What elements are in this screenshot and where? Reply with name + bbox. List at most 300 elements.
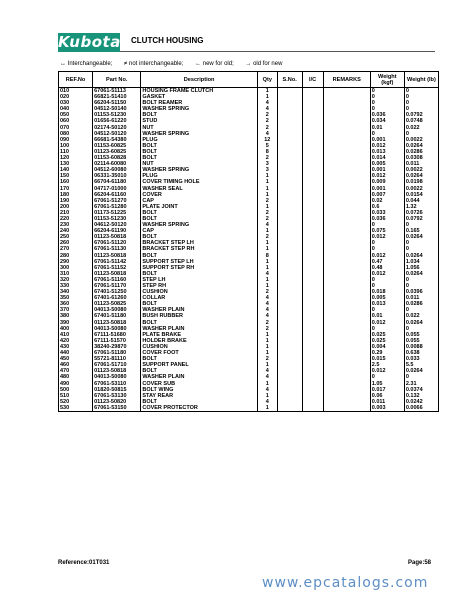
cell-weight-lb: 0.0066: [404, 405, 438, 412]
cell-weight-kgf: 0.025: [370, 338, 404, 344]
cell-description: BOLT: [141, 155, 257, 161]
cell-weight-lb: 1.034: [404, 259, 438, 265]
cell-part-no: 67061-51710: [93, 362, 141, 368]
cell-ref-no: 220: [59, 216, 93, 222]
cell-ref-no: 090: [59, 137, 93, 143]
cell-qty: 2: [257, 210, 277, 216]
cell-ref-no: 020: [59, 94, 93, 100]
cell-weight-lb: 0: [404, 100, 438, 106]
cell-qty: 2: [257, 289, 277, 295]
col-header-remarks: REMARKS: [323, 72, 370, 88]
cell-weight-lb: 0.0374: [404, 387, 438, 393]
cell-qty: 4: [257, 374, 277, 380]
cell-ref-no: 440: [59, 350, 93, 356]
cell-ref-no: 010: [59, 88, 93, 95]
cell-ref-no: 150: [59, 173, 93, 179]
cell-serial-no: [277, 405, 302, 412]
col-header-weight-kgf: Weight (kgf): [370, 72, 404, 88]
col-header-weight-lb: Weight (lb): [404, 72, 438, 88]
cell-qty: 12: [257, 137, 277, 143]
cell-qty: 1: [257, 381, 277, 387]
cell-part-no: 67061-53150: [93, 405, 141, 412]
cell-ref-no: 140: [59, 167, 93, 173]
cell-weight-lb: 0.0264: [404, 253, 438, 259]
cell-weight-kgf: 0: [370, 246, 404, 252]
table-header-row: [59, 72, 439, 88]
cell-qty: 1: [257, 277, 277, 283]
cell-weight-lb: 0.0022: [404, 186, 438, 192]
cell-description: WASHER SPRING: [141, 131, 257, 137]
cell-qty: 1: [257, 344, 277, 350]
cell-weight-lb: 1.056: [404, 265, 438, 271]
col-header-ic: I/C: [302, 72, 323, 88]
cell-part-no: 01153-51230: [93, 216, 141, 222]
cell-qty: 1: [257, 186, 277, 192]
cell-description: WASHER SPRING: [141, 222, 257, 228]
legend-new-for-old: ← new for old;: [195, 61, 234, 67]
cell-qty: 1: [257, 393, 277, 399]
cell-ref-no: 110: [59, 149, 93, 155]
cell-weight-lb: 0: [404, 277, 438, 283]
cell-qty: 2: [257, 326, 277, 332]
page-header: [58, 33, 438, 55]
cell-qty: 1: [257, 204, 277, 210]
cell-weight-lb: 1.32: [404, 204, 438, 210]
cell-weight-kgf: 0.012: [370, 234, 404, 240]
cell-description: PLUG: [141, 137, 257, 143]
cell-qty: 4: [257, 295, 277, 301]
cell-description: NUT: [141, 125, 257, 131]
cell-description: WASHER PLAIN: [141, 374, 257, 380]
cell-description: WASHER PLAIN: [141, 326, 257, 332]
cell-weight-kgf: 0.02: [370, 198, 404, 204]
cell-ref-no: 450: [59, 356, 93, 362]
cell-part-no: 67061-51280: [93, 204, 141, 210]
cell-weight-lb: 0.0264: [404, 143, 438, 149]
cell-ref-no: 050: [59, 112, 93, 118]
cell-qty: 1: [257, 332, 277, 338]
cell-qty: 3: [257, 161, 277, 167]
cell-weight-lb: 0.0792: [404, 112, 438, 118]
cell-qty: 1: [257, 338, 277, 344]
cell-weight-lb: 0: [404, 326, 438, 332]
cell-part-no: 01153-51230: [93, 112, 141, 118]
cell-weight-kgf: 0.011: [370, 399, 404, 405]
cell-weight-kgf: 0.01: [370, 313, 404, 319]
cell-ref-no: 310: [59, 271, 93, 277]
cell-description: WASHER SEAL: [141, 186, 257, 192]
cell-weight-kgf: 1.05: [370, 381, 404, 387]
cell-qty: 1: [257, 259, 277, 265]
cell-part-no: 67061-51152: [93, 265, 141, 271]
cell-weight-lb: 0.132: [404, 393, 438, 399]
cell-description: HOLDER BRAKE: [141, 338, 257, 344]
cell-weight-lb: 0.055: [404, 338, 438, 344]
cell-weight-lb: 0.0264: [404, 234, 438, 240]
cell-weight-lb: 5.5: [404, 362, 438, 368]
cell-ref-no: 120: [59, 155, 93, 161]
cell-weight-lb: 0.0154: [404, 192, 438, 198]
interchangeability-legend: [60, 61, 440, 67]
cell-description: CUSHION: [141, 344, 257, 350]
cell-weight-lb: 0.011: [404, 295, 438, 301]
cell-weight-kgf: 0: [370, 222, 404, 228]
cell-part-no: 38240-29870: [93, 344, 141, 350]
cell-ref-no: 370: [59, 307, 93, 313]
cell-part-no: 01153-60825: [93, 143, 141, 149]
cell-weight-kgf: 0.009: [370, 179, 404, 185]
cell-ref-no: 230: [59, 222, 93, 228]
cell-weight-kgf: 0.29: [370, 350, 404, 356]
cell-ref-no: 030: [59, 100, 93, 106]
cell-weight-lb: 0.0286: [404, 301, 438, 307]
cell-weight-kgf: 0.012: [370, 253, 404, 259]
cell-description: SUPPORT STEP RH: [141, 265, 257, 271]
cell-qty: 2: [257, 320, 277, 326]
cell-part-no: 01153-60828: [93, 155, 141, 161]
cell-part-no: 67061-51120: [93, 240, 141, 246]
cell-part-no: 01123-50818: [93, 253, 141, 259]
cell-weight-kgf: 0.005: [370, 295, 404, 301]
cell-weight-lb: 0.0022: [404, 167, 438, 173]
cell-qty: 8: [257, 149, 277, 155]
cell-weight-lb: 0.0286: [404, 149, 438, 155]
cell-weight-lb: 0.0242: [404, 399, 438, 405]
cell-weight-lb: 0.0088: [404, 344, 438, 350]
cell-ref-no: 350: [59, 295, 93, 301]
cell-qty: 4: [257, 387, 277, 393]
cell-ref-no: 280: [59, 253, 93, 259]
cell-description: CAP: [141, 228, 257, 234]
cell-description: BOLT: [141, 368, 257, 374]
cell-qty: 4: [257, 106, 277, 112]
cell-qty: 2: [257, 234, 277, 240]
cell-part-no: 67111-51680: [93, 332, 141, 338]
cell-weight-kgf: 0: [370, 100, 404, 106]
cell-weight-kgf: 0.005: [370, 161, 404, 167]
cell-weight-kgf: 0.012: [370, 271, 404, 277]
cell-description: COVER PROTECTOR: [141, 405, 257, 412]
cell-part-no: 04013-50080: [93, 374, 141, 380]
cell-weight-lb: 0: [404, 222, 438, 228]
cell-weight-kgf: 0.017: [370, 387, 404, 393]
cell-qty: 4: [257, 222, 277, 228]
cell-ic: [302, 88, 323, 95]
cell-weight-lb: 0.0198: [404, 179, 438, 185]
cell-part-no: 01123-50818: [93, 271, 141, 277]
kubota-logo: Kubota: [58, 33, 121, 51]
cell-weight-kgf: 0.47: [370, 259, 404, 265]
cell-ref-no: 400: [59, 326, 93, 332]
cell-serial-no: [277, 88, 302, 95]
cell-part-no: 66821-51410: [93, 94, 141, 100]
cell-qty: 1: [257, 94, 277, 100]
cell-qty: 4: [257, 313, 277, 319]
cell-qty: 1: [257, 240, 277, 246]
cell-qty: 1: [257, 246, 277, 252]
cell-ref-no: 250: [59, 234, 93, 240]
legend-not-interchangeable: ≠ not interchangeable;: [124, 61, 184, 67]
cell-description: COVER FOOT: [141, 350, 257, 356]
cell-weight-kgf: 0: [370, 374, 404, 380]
cell-weight-kgf: 0.015: [370, 356, 404, 362]
cell-part-no: 67401-51250: [93, 289, 141, 295]
cell-weight-lb: 0.0022: [404, 137, 438, 143]
cell-part-no: 02174-50120: [93, 125, 141, 131]
cell-weight-kgf: 0.025: [370, 332, 404, 338]
cell-ref-no: 340: [59, 289, 93, 295]
cell-weight-lb: 0.638: [404, 350, 438, 356]
cell-part-no: 02114-60080: [93, 161, 141, 167]
cell-description: WASHER PLAIN: [141, 307, 257, 313]
cell-weight-kgf: 0.48: [370, 265, 404, 271]
cell-weight-lb: 0: [404, 240, 438, 246]
cell-ref-no: 470: [59, 368, 93, 374]
cell-weight-kgf: 2.5: [370, 362, 404, 368]
cell-part-no: 67061-51270: [93, 198, 141, 204]
cell-weight-lb: 0: [404, 374, 438, 380]
cell-part-no: 04612-50120: [93, 222, 141, 228]
cell-weight-kgf: 0.018: [370, 289, 404, 295]
cell-part-no: 01123-50825: [93, 301, 141, 307]
cell-weight-lb: 0: [404, 283, 438, 289]
cell-weight-lb: 0.0748: [404, 118, 438, 124]
cell-ref-no: 430: [59, 344, 93, 350]
col-header-qty: Qty: [257, 72, 277, 88]
parts-table-body: [59, 88, 439, 412]
cell-ref-no: 320: [59, 277, 93, 283]
cell-part-no: 67061-51142: [93, 259, 141, 265]
cell-description: CAP: [141, 198, 257, 204]
cell-qty: 4: [257, 307, 277, 313]
cell-part-no: 66681-54380: [93, 137, 141, 143]
cell-part-no: 67401-61260: [93, 295, 141, 301]
cell-ref-no: 490: [59, 381, 93, 387]
cell-description: STEP RH: [141, 283, 257, 289]
cell-ref-no: 530: [59, 405, 93, 412]
cell-weight-kgf: 0.004: [370, 344, 404, 350]
cell-weight-kgf: 0.001: [370, 186, 404, 192]
cell-weight-kgf: 0: [370, 283, 404, 289]
cell-ref-no: 200: [59, 204, 93, 210]
cell-description: BUSH RUBBER: [141, 313, 257, 319]
cell-description: SUPPORT STEP LH: [141, 259, 257, 265]
cell-weight-lb: 0.011: [404, 161, 438, 167]
cell-weight-kgf: 0.036: [370, 216, 404, 222]
cell-qty: 2: [257, 198, 277, 204]
cell-weight-kgf: 0.01: [370, 125, 404, 131]
cell-part-no: 04512-50140: [93, 106, 141, 112]
cell-qty: 4: [257, 399, 277, 405]
cell-description: BOLT WING: [141, 387, 257, 393]
cell-description: SUPPORT PANEL: [141, 362, 257, 368]
cell-weight-kgf: 0.013: [370, 301, 404, 307]
cell-weight-kgf: 0.6: [370, 204, 404, 210]
cell-ref-no: 380: [59, 313, 93, 319]
cell-ref-no: 520: [59, 399, 93, 405]
cell-weight-lb: 0.022: [404, 313, 438, 319]
cell-weight-kgf: 0.007: [370, 192, 404, 198]
cell-qty: 2: [257, 356, 277, 362]
table-row: [59, 405, 439, 412]
cell-description: PLUG: [141, 173, 257, 179]
cell-qty: 5: [257, 143, 277, 149]
cell-description: BOLT: [141, 356, 257, 362]
cell-part-no: 04013-50080: [93, 326, 141, 332]
cell-weight-lb: 2.31: [404, 381, 438, 387]
cell-part-no: 04512-60080: [93, 167, 141, 173]
cell-qty: 1: [257, 405, 277, 412]
cell-weight-lb: 0.0264: [404, 320, 438, 326]
col-header-serial-no: S.No.: [277, 72, 302, 88]
cell-qty: 1: [257, 192, 277, 198]
cell-description: BRACKET STEP RH: [141, 246, 257, 252]
cell-weight-lb: 0.0726: [404, 210, 438, 216]
cell-qty: 4: [257, 271, 277, 277]
cell-qty: 1: [257, 283, 277, 289]
cell-part-no: 06331-35010: [93, 173, 141, 179]
cell-ref-no: 300: [59, 265, 93, 271]
cell-ref-no: 190: [59, 198, 93, 204]
cell-part-no: 67111-51570: [93, 338, 141, 344]
cell-part-no: 67061-53110: [93, 381, 141, 387]
cell-ref-no: 080: [59, 131, 93, 137]
cell-ref-no: 500: [59, 387, 93, 393]
cell-part-no: 66204-51150: [93, 100, 141, 106]
cell-weight-lb: 0.055: [404, 332, 438, 338]
cell-ref-no: 480: [59, 374, 93, 380]
cell-description: STAY REAR: [141, 393, 257, 399]
cell-description: PLATE BRAKE: [141, 332, 257, 338]
cell-description: COVER SUB: [141, 381, 257, 387]
cell-part-no: 01123-60825: [93, 149, 141, 155]
cell-part-no: 66204-61190: [93, 228, 141, 234]
cell-ref-no: 290: [59, 259, 93, 265]
cell-qty: 2: [257, 216, 277, 222]
cell-qty: 1: [257, 179, 277, 185]
cell-weight-lb: 0.0264: [404, 271, 438, 277]
cell-description: BOLT: [141, 301, 257, 307]
footer-reference: Reference:01T031: [58, 560, 110, 566]
cell-description: WASHER SPRING: [141, 167, 257, 173]
cell-weight-lb: 0.0308: [404, 155, 438, 161]
cell-part-no: 01173-51225: [93, 210, 141, 216]
cell-weight-kgf: 0.012: [370, 368, 404, 374]
cell-description: BRACKET STEP LH: [141, 240, 257, 246]
cell-weight-kgf: 0.034: [370, 118, 404, 124]
cell-qty: 2: [257, 155, 277, 161]
cell-part-no: 04512-50120: [93, 131, 141, 137]
cell-description: COVER: [141, 192, 257, 198]
cell-qty: 4: [257, 100, 277, 106]
cell-part-no: 66704-61180: [93, 179, 141, 185]
col-header-ref-no: REF.No: [59, 72, 93, 88]
cell-weight-lb: 0: [404, 246, 438, 252]
watermark-url: www.epcatalogs.com: [262, 575, 429, 591]
cell-ref-no: 060: [59, 118, 93, 124]
cell-qty: 3: [257, 167, 277, 173]
cell-part-no: 04013-50080: [93, 307, 141, 313]
cell-qty: 1: [257, 362, 277, 368]
cell-weight-lb: 0.0264: [404, 368, 438, 374]
legend-old-for-new: → old for new: [245, 61, 283, 67]
cell-weight-lb: 0.022: [404, 125, 438, 131]
cell-weight-kgf: 0.001: [370, 137, 404, 143]
cell-description: COLLAR: [141, 295, 257, 301]
cell-weight-kgf: 0: [370, 307, 404, 313]
cell-part-no: 67061-53130: [93, 393, 141, 399]
cell-part-no: 67401-51180: [93, 313, 141, 319]
cell-ref-no: 100: [59, 143, 93, 149]
cell-weight-lb: 0: [404, 106, 438, 112]
cell-qty: 1: [257, 350, 277, 356]
cell-ref-no: 130: [59, 161, 93, 167]
cell-weight-kgf: 0.013: [370, 149, 404, 155]
cell-weight-kgf: 0.001: [370, 167, 404, 173]
cell-description: GASKET: [141, 94, 257, 100]
cell-description: BOLT: [141, 143, 257, 149]
cell-description: NUT: [141, 161, 257, 167]
cell-ic: [302, 405, 323, 412]
footer-page-number: Page:58: [408, 560, 432, 566]
cell-description: BOLT: [141, 234, 257, 240]
cell-weight-lb: 0.165: [404, 228, 438, 234]
cell-ref-no: 040: [59, 106, 93, 112]
cell-part-no: 67061-51160: [93, 277, 141, 283]
cell-ref-no: 360: [59, 301, 93, 307]
cell-weight-lb: 0: [404, 88, 438, 95]
cell-weight-kgf: 0: [370, 88, 404, 95]
cell-qty: 4: [257, 301, 277, 307]
cell-weight-lb: 0.0396: [404, 289, 438, 295]
page-title: CLUTCH HOUSING: [131, 36, 204, 45]
cell-description: COVER TIMING HOLE: [141, 179, 257, 185]
col-header-part-no: Part No.: [93, 72, 141, 88]
cell-description: HOUSING FRAME CLUTCH: [141, 88, 257, 95]
cell-ref-no: 410: [59, 332, 93, 338]
cell-ref-no: 460: [59, 362, 93, 368]
cell-part-no: 67061-51180: [93, 350, 141, 356]
cell-ref-no: 260: [59, 240, 93, 246]
cell-ref-no: 390: [59, 320, 93, 326]
cell-part-no: 01123-50818: [93, 368, 141, 374]
cell-description: STEP LH: [141, 277, 257, 283]
cell-ref-no: 330: [59, 283, 93, 289]
cell-ref-no: 210: [59, 210, 93, 216]
cell-part-no: 67061-51113: [93, 88, 141, 95]
cell-qty: 1: [257, 88, 277, 95]
cell-part-no: 01123-50818: [93, 234, 141, 240]
table-row: [59, 88, 439, 95]
cell-description: CUSHION: [141, 289, 257, 295]
cell-part-no: 01656-61220: [93, 118, 141, 124]
cell-description: PLATE JOINT: [141, 204, 257, 210]
cell-description: STUD: [141, 118, 257, 124]
cell-description: BOLT: [141, 271, 257, 277]
cell-qty: 4: [257, 368, 277, 374]
cell-weight-lb: 0: [404, 131, 438, 137]
cell-description: BOLT: [141, 216, 257, 222]
cell-description: BOLT REAMER: [141, 100, 257, 106]
cell-qty: 1: [257, 265, 277, 271]
cell-weight-kgf: 0: [370, 106, 404, 112]
cell-qty: 4: [257, 131, 277, 137]
cell-part-no: 55721-81110: [93, 356, 141, 362]
cell-weight-kgf: 0: [370, 94, 404, 100]
cell-weight-kgf: 0.012: [370, 143, 404, 149]
cell-description: BOLT: [141, 399, 257, 405]
cell-weight-lb: 0.044: [404, 198, 438, 204]
